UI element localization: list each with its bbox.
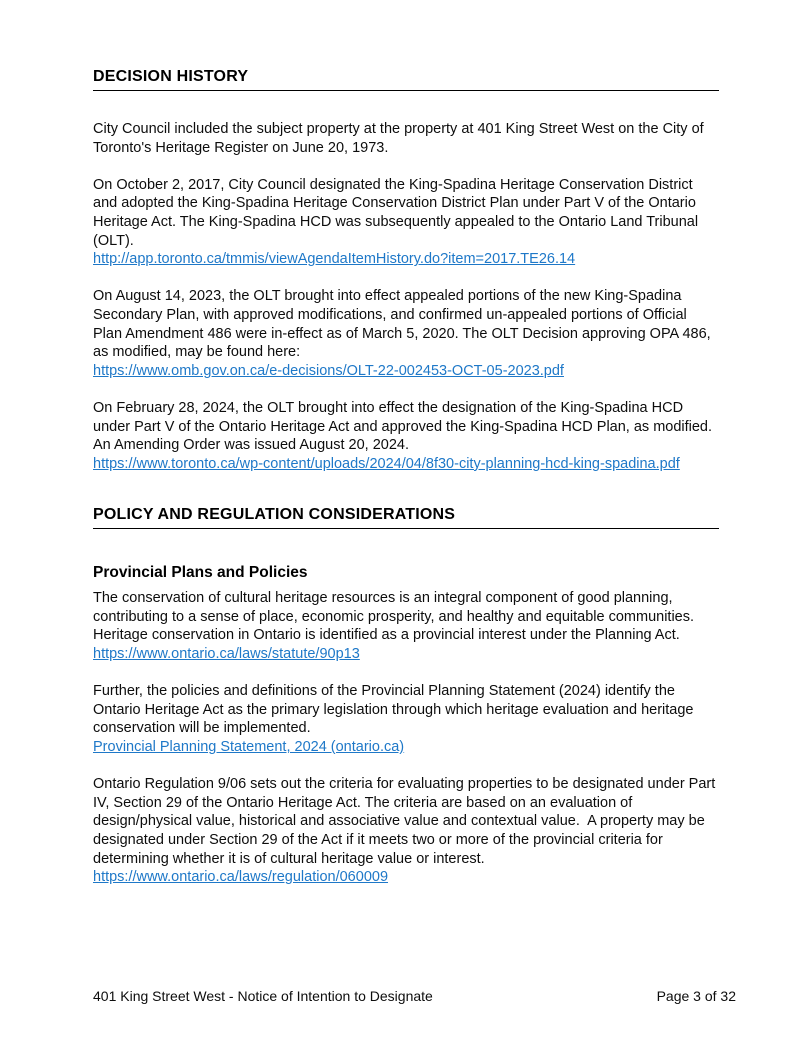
provincial-plans-subheading: Provincial Plans and Policies	[93, 564, 308, 582]
agenda-item-history-link[interactable]: http://app.toronto.ca/tmmis/viewAgendaItemHistory.do?item=2017.TE26.14	[93, 251, 576, 268]
policy-paragraph-3	[93, 775, 719, 887]
page-footer	[93, 987, 736, 1005]
footer-document-title: 401 King Street West - Notice of Intention to Designate	[93, 988, 433, 1004]
olt-decision-pdf-link[interactable]: https://www.omb.gov.on.ca/e-decisions/OLT-22-002453-OCT-05-2023.pdf	[93, 362, 564, 379]
decision-history-paragraph-2	[93, 176, 719, 269]
paragraph-text: Ontario Regulation 9/06 sets out the criteria for evaluating properties to be designated under Part IV, Section 29 of the Ontario Heritage Act. The criteria are based on an evaluation of design/physical value, historical and associative value and contextual value. A property may be designated under Section 29 of the Act if it meets two or more of the provincial criteria for determining whether it is of cultural heritage value or interest.	[93, 776, 720, 867]
footer-page-number: Page 3 of 32	[656, 988, 736, 1004]
paragraph-text: The conservation of cultural heritage resources is an integral component of good planning, contributing to a sense of place, economic prosperity, and healthy and equitable communities. Heritage conservation in Ontario is identified as a provincial interest under the Planning Act.	[93, 590, 699, 644]
decision-history-paragraph-1	[93, 120, 719, 157]
decision-history-paragraph-3	[93, 287, 719, 380]
policy-paragraph-2	[93, 682, 719, 756]
paragraph-text: On February 28, 2024, the OLT brought into effect the designation of the King-Spadina HCD under Part V of the Ontario Heritage Act and approved the King-Spadina HCD Plan, as modified. An Amending Order was issued August 20, 2024.	[93, 399, 716, 454]
hcd-king-spadina-pdf-link[interactable]: https://www.toronto.ca/wp-content/uploads/2024/04/8f30-city-planning-hcd-king-spadina.pdf	[93, 455, 680, 472]
planning-act-link[interactable]: https://www.ontario.ca/laws/statute/90p13	[93, 646, 360, 663]
provincial-planning-statement-link[interactable]: Provincial Planning Statement, 2024 (ontario.ca)	[93, 739, 405, 756]
policy-paragraph-1	[93, 589, 719, 663]
decision-history-paragraph-4	[93, 399, 719, 473]
paragraph-text: City Council included the subject property at the property at 401 King Street West on the City of Toronto's Heritage Register on June 20, 1973.	[93, 121, 708, 156]
ontario-regulation-link[interactable]: https://www.ontario.ca/laws/regulation/060009	[93, 869, 389, 886]
paragraph-text: Further, the policies and definitions of the Provincial Planning Statement (2024) identify the Ontario Heritage Act as the primary legislation through which heritage evaluation and heritage conservation will be implemented.	[93, 683, 698, 737]
decision-history-heading: DECISION HISTORY	[93, 67, 719, 91]
paragraph-text: On August 14, 2023, the OLT brought into effect appealed portions of the new King-Spadina Secondary Plan, with approved modifications, and confirmed un-appealed portions of Official Plan Amendment 486 were in-effect as of March 5, 2020. The OLT Decision approving OPA 486, as modified, may be found here:	[93, 288, 715, 361]
policy-regulation-heading: POLICY AND REGULATION CONSIDERATIONS	[93, 505, 719, 529]
page-content	[93, 67, 719, 905]
paragraph-text: On October 2, 2017, City Council designated the King-Spadina Heritage Conservation District and adopted the King-Spadina Heritage Conservation District Plan under Part V of the Ontario Heritage Act. The King-Spadina HCD was subsequently appealed to the Ontario Land Tribunal (OLT).	[93, 176, 703, 249]
